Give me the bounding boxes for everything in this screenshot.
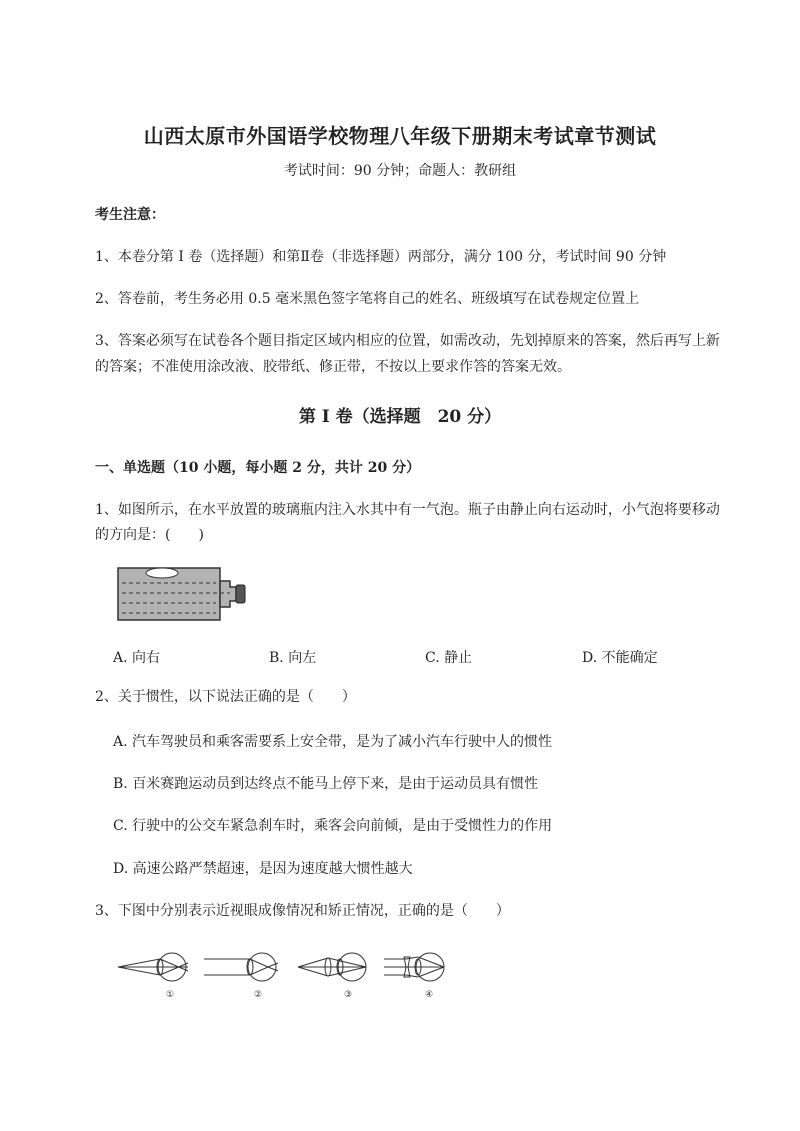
q1-stem-cont: 的方向是：( ) — [95, 527, 204, 543]
q2-option-a: A. 汽车驾驶员和乘客需要系上安全带，是为了减小汽车行驶中人的惯性 — [113, 734, 553, 750]
notice-item-3: 3、答案必须写在试卷各个题目指定区域内相应的位置，如需改动，先划掉原来的答案，然后再写上新 — [95, 333, 720, 349]
eye-diagrams-figure — [112, 945, 472, 1007]
part-heading: 一、单选题（10 小题，每小题 2 分，共计 20 分） — [95, 460, 421, 476]
q1-option-d: D. 不能确定 — [582, 650, 658, 666]
eye-label-2: ② — [253, 990, 263, 1000]
eye-label-3: ③ — [343, 990, 353, 1000]
q1-option-a: A. 向右 — [113, 650, 161, 666]
q2-stem: 2、关于惯性，以下说法正确的是（ ） — [95, 689, 356, 705]
q2-option-b: B. 百米赛跑运动员到达终点不能马上停下来，是由于运动员具有惯性 — [113, 776, 539, 792]
q1-option-c: C. 静止 — [425, 650, 473, 666]
eye-label-1: ① — [165, 990, 175, 1000]
section-title: 第 I 卷（选择题 20 分） — [298, 407, 502, 427]
q3-stem: 3、下图中分别表示近视眼成像情况和矫正情况，正确的是（ ） — [95, 903, 510, 919]
eye-label-4: ④ — [424, 990, 434, 1000]
notice-item-3-cont: 的答案；不准使用涂改液、胶带纸、修正带，不按以上要求作答的答案无效。 — [95, 359, 571, 375]
q1-stem: 1、如图所示，在水平放置的玻璃瓶内注入水其中有一气泡。瓶子由静止向右运动时，小气泡将要移动 — [95, 502, 720, 518]
exam-info: 考试时间：90 分钟；命题人：教研组 — [283, 163, 517, 179]
notice-item-2: 2、答卷前，考生务必用 0.5 毫米黑色签字笔将自己的姓名、班级填写在试卷规定位置上 — [95, 291, 640, 307]
notice-item-1: 1、本卷分第 I 卷（选择题）和第Ⅱ卷（非选择题）两部分，满分 100 分，考试时间 90 分钟 — [95, 249, 667, 265]
bottle-figure — [112, 563, 252, 623]
q1-option-b: B. 向左 — [269, 650, 317, 666]
q2-option-d: D. 高速公路严禁超速，是因为速度越大惯性越大 — [113, 861, 413, 877]
q2-option-c: C. 行驶中的公交车紧急刹车时，乘客会向前倾，是由于受惯性力的作用 — [113, 818, 553, 834]
notice-heading: 考生注意： — [95, 207, 165, 223]
page-title: 山西太原市外国语学校物理八年级下册期末考试章节测试 — [143, 124, 657, 148]
